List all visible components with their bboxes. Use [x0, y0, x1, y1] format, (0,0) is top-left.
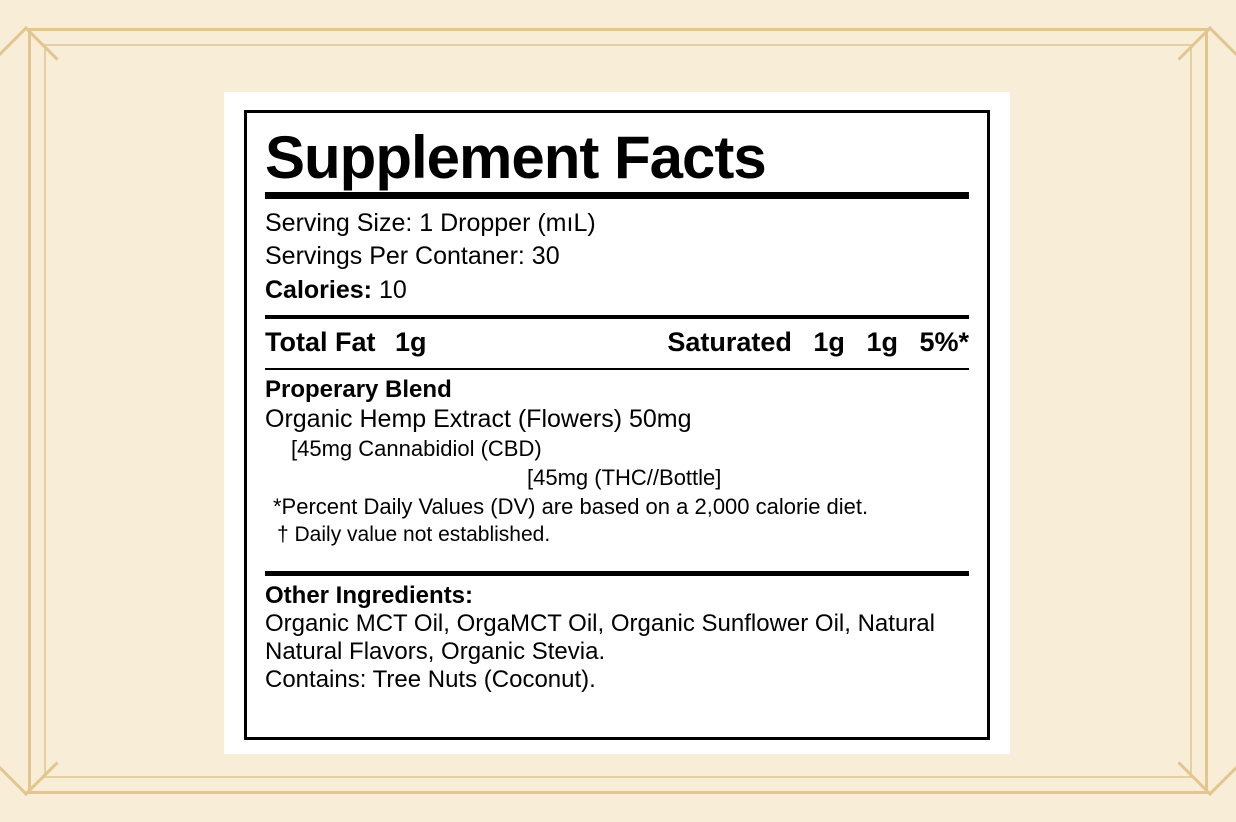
divider-under-title	[265, 192, 969, 199]
supplement-facts-panel	[244, 110, 990, 740]
divider-above-other-ingredients	[265, 571, 969, 576]
calories-label: Calories:	[265, 275, 372, 304]
total-fat-row	[265, 325, 969, 362]
cbd-line: [45mg Cannabidiol (CBD)	[291, 436, 542, 462]
other-ingredients-line-1: Organic MCT Oil, OrgaMCT Oil, Organic Sunflower Oil, Natural	[265, 609, 935, 637]
other-ingredients-heading: Other Ingredients:	[265, 581, 474, 609]
saturated-value: 1g	[813, 326, 845, 357]
hemp-extract-line: Organic Hemp Extract (Flowers) 50mg	[265, 404, 692, 433]
calories-line	[265, 274, 969, 307]
total-fat-left	[265, 327, 427, 358]
servings-per-container-line: Servings Per Contaner: 30	[265, 242, 560, 271]
other-ingredients-line-2: Natural Flavors, Organic Stevia.	[265, 637, 606, 665]
saturated-amount: 1g	[866, 326, 898, 357]
calories-value: 10	[378, 275, 407, 304]
saturated-daily-value: 5%*	[919, 326, 969, 357]
daily-value-not-established-footnote: † Daily value not established.	[277, 523, 551, 547]
proprietary-blend-heading: Properary Blend	[265, 375, 452, 403]
serving-size-line: Serving Size: 1 Dropper (mıL)	[265, 209, 596, 238]
total-fat-value: 1g	[395, 326, 427, 357]
divider-under-fat-row	[265, 368, 969, 370]
divider-above-fat-row	[265, 315, 969, 319]
allergen-contains-line: Contains: Tree Nuts (Coconut).	[265, 666, 596, 694]
daily-value-footnote: *Percent Daily Values (DV) are based on a 2,000 calorie diet.	[273, 493, 869, 519]
page-title: Supplement Facts	[265, 124, 766, 191]
saturated-label: Saturated	[667, 326, 792, 357]
supplement-facts-card	[224, 92, 1010, 754]
thc-line: [45mg (THC//Bottle]	[527, 465, 722, 491]
total-fat-right	[653, 327, 969, 358]
total-fat-label: Total Fat	[265, 326, 376, 357]
